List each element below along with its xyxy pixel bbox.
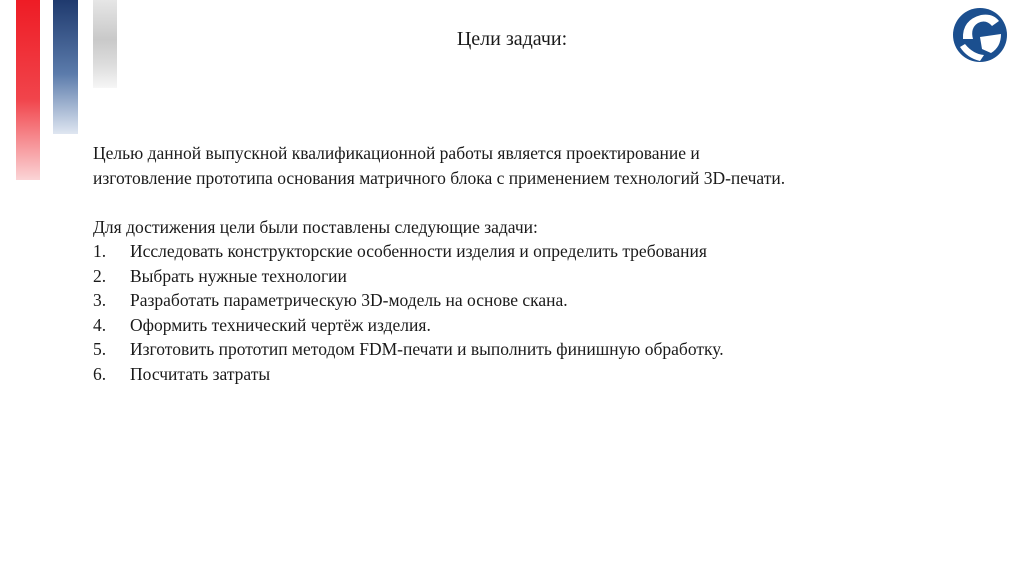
task-text: Оформить технический чертёж изделия. xyxy=(130,314,431,335)
task-number: 2. xyxy=(93,265,107,286)
task-item xyxy=(93,239,953,264)
task-number: 1. xyxy=(93,241,107,261)
paragraph-gap xyxy=(93,190,953,215)
task-number: 5. xyxy=(93,339,107,359)
task-text: Разработать параметрическую 3D-модель на основе скана. xyxy=(130,290,568,310)
task-item xyxy=(93,337,953,362)
goal-line-1: Целью данной выпускной квалификационной работы является проектирование и xyxy=(93,143,700,163)
tasks-intro: Для достижения цели были поставлены следующие задачи: xyxy=(93,216,538,237)
goal-line-2: изготовление прототипа основания матричного блока с применением технологий 3D-печати. xyxy=(93,167,786,188)
blue-decor-bar xyxy=(53,0,78,134)
task-text: Выбрать нужные технологии xyxy=(130,265,347,286)
slide-body xyxy=(93,141,953,386)
task-text: Исследовать конструкторские особенности изделия и определить требования xyxy=(130,241,707,261)
task-text: Изготовить прототип методом FDM-печати и выполнить финишную обработку. xyxy=(130,339,724,359)
task-number: 6. xyxy=(93,363,107,384)
task-item xyxy=(93,362,953,387)
slide-title: Цели задачи: xyxy=(456,28,568,50)
task-item xyxy=(93,264,953,289)
task-item xyxy=(93,313,953,338)
task-number: 4. xyxy=(93,314,107,335)
task-number: 3. xyxy=(93,290,107,310)
task-item xyxy=(93,288,953,313)
task-text: Посчитать затраты xyxy=(130,363,271,384)
